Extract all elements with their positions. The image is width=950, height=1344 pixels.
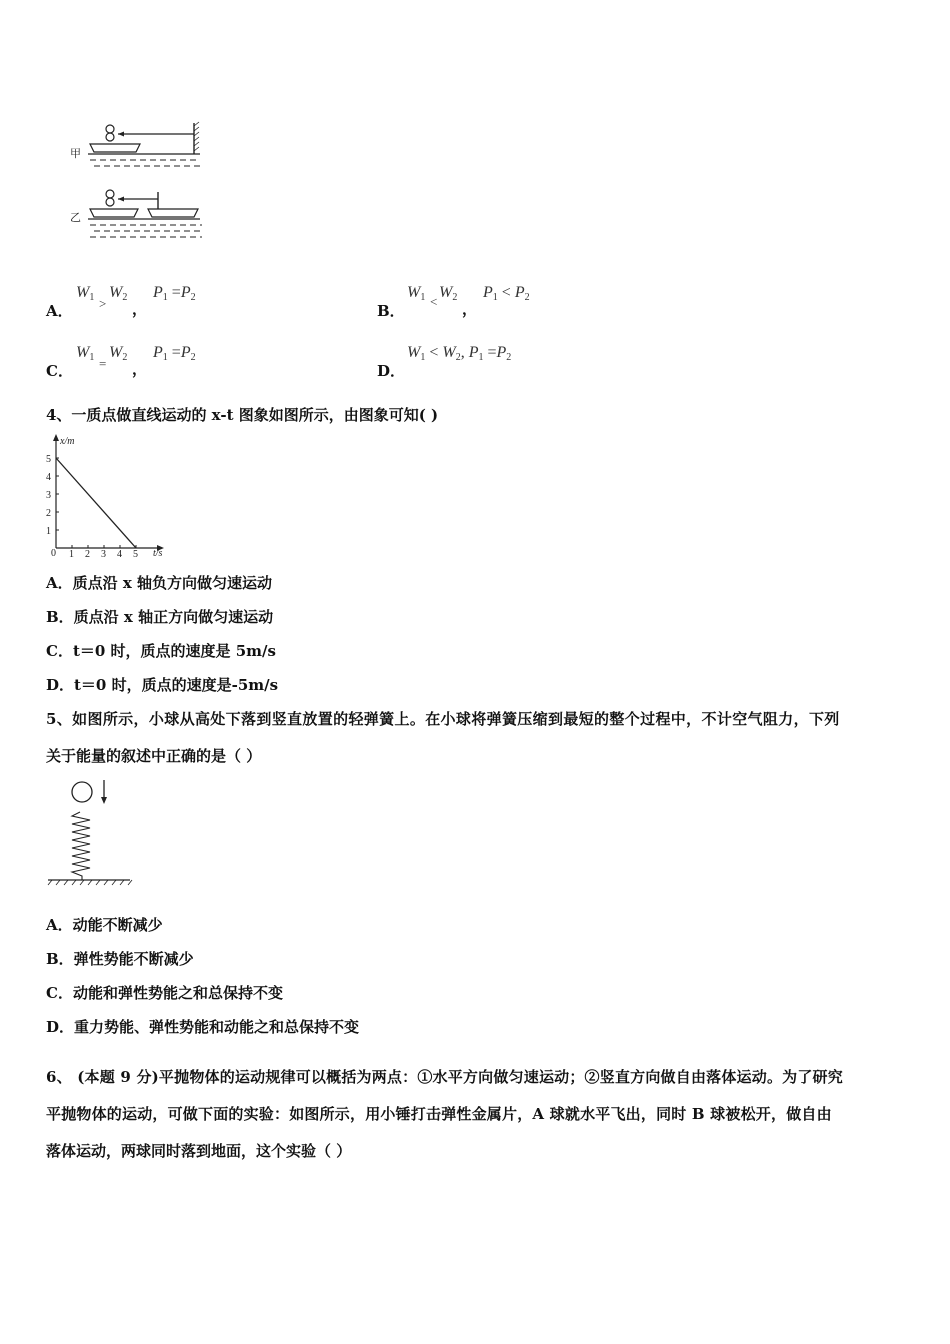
- formula-p: $P_1 < P_2$: [483, 284, 530, 303]
- formula-w2: $W_2$: [439, 284, 458, 303]
- q3-option-d[interactable]: [377, 342, 677, 382]
- y-tick-label: 1: [46, 526, 51, 537]
- q4-option-a[interactable]: A．质点沿 x 轴负方向做匀速运动: [46, 574, 273, 592]
- y-tick-label: 3: [46, 490, 51, 501]
- xt-line: [56, 458, 136, 548]
- q5-option-a[interactable]: A．动能不断减少: [46, 916, 163, 934]
- x-tick-label: 2: [85, 549, 90, 560]
- relation-w: >: [99, 296, 107, 311]
- q4-option-d[interactable]: D．t＝0 时，质点的速度是-5m/s: [46, 676, 279, 694]
- q5-stem-line1: 5、如图所示，小球从高处下落到竖直放置的轻弹簧上。在小球将弹簧压缩到最短的整个过程中，不计空气阻力，下列: [46, 710, 840, 728]
- y-tick-label: 2: [46, 508, 51, 519]
- q4-option-b[interactable]: B．质点沿 x 轴正方向做匀速运动: [46, 608, 274, 626]
- ball: [72, 782, 92, 802]
- origin-label: 0: [51, 548, 56, 559]
- q4-option-c[interactable]: C．t＝0 时，质点的速度是 5m/s: [46, 642, 276, 660]
- q6-line2: 平抛物体的运动，可做下面的实验：如图所示，用小锤打击弹性金属片，A 球就水平飞出，同时 B 球被松开，做自由: [46, 1105, 832, 1123]
- spring: [72, 812, 90, 880]
- formula-p: $P_1 =P_2$: [153, 344, 196, 363]
- formula-wp: $W_1 < W_2$, $P_1 =P_2$: [407, 344, 512, 363]
- q5-option-d[interactable]: D．重力势能、弹性势能和动能之和总保持不变: [46, 1018, 360, 1036]
- formula-w: $W_1$: [407, 284, 426, 303]
- y-tick-label: 4: [46, 472, 51, 483]
- formula-w: $W_1$: [76, 344, 95, 363]
- option-letter: D．: [377, 362, 406, 380]
- x-tick-label: 5: [133, 549, 138, 560]
- formula-w2: $W_2$: [109, 344, 128, 363]
- y-tick-label: 5: [46, 454, 51, 465]
- xt-graph: [40, 432, 180, 560]
- label-yi: 乙: [70, 212, 81, 224]
- x-axis-label: t/s: [153, 548, 163, 559]
- x-tick-label: 3: [101, 549, 106, 560]
- comma: ，: [132, 360, 148, 378]
- formula-w: $W_1$: [76, 284, 95, 303]
- boat-figure: [60, 115, 220, 245]
- option-letter: C．: [46, 362, 73, 380]
- formula-w2: $W_2$: [109, 284, 128, 303]
- label-jia: 甲: [70, 148, 81, 160]
- y-axis-label: x/m: [60, 436, 75, 447]
- option-letter: A．: [46, 302, 73, 320]
- relation-w: <: [430, 294, 438, 309]
- comma: ，: [132, 300, 148, 318]
- q3-option-c[interactable]: [46, 342, 346, 382]
- option-letter: B．: [377, 302, 405, 320]
- formula-p: $P_1 =P_2$: [153, 284, 196, 303]
- comma: ，: [462, 300, 478, 318]
- x-tick-label: 4: [117, 549, 122, 560]
- q5-option-b[interactable]: B．弹性势能不断减少: [46, 950, 194, 968]
- spring-ball-figure: [44, 776, 136, 888]
- q3-option-b[interactable]: [377, 282, 677, 322]
- q4-stem: 4、一质点做直线运动的 x-t 图象如图所示，由图象可知( ): [46, 406, 439, 424]
- q5-option-c[interactable]: C．动能和弹性势能之和总保持不变: [46, 984, 283, 1002]
- q3-option-a[interactable]: [46, 282, 346, 322]
- q5-stem-line2: 关于能量的叙述中正确的是（ ）: [46, 747, 262, 765]
- x-tick-label: 1: [69, 549, 74, 560]
- relation-w: =: [99, 356, 107, 371]
- q6-line3: 落体运动，两球同时落到地面，这个实验（ ）: [46, 1142, 352, 1160]
- q6-line1: 6、 (本题 9 分)平抛物体的运动规律可以概括为两点：①水平方向做匀速运动；②竖直方向做自由落体运动。为了研究: [46, 1068, 843, 1086]
